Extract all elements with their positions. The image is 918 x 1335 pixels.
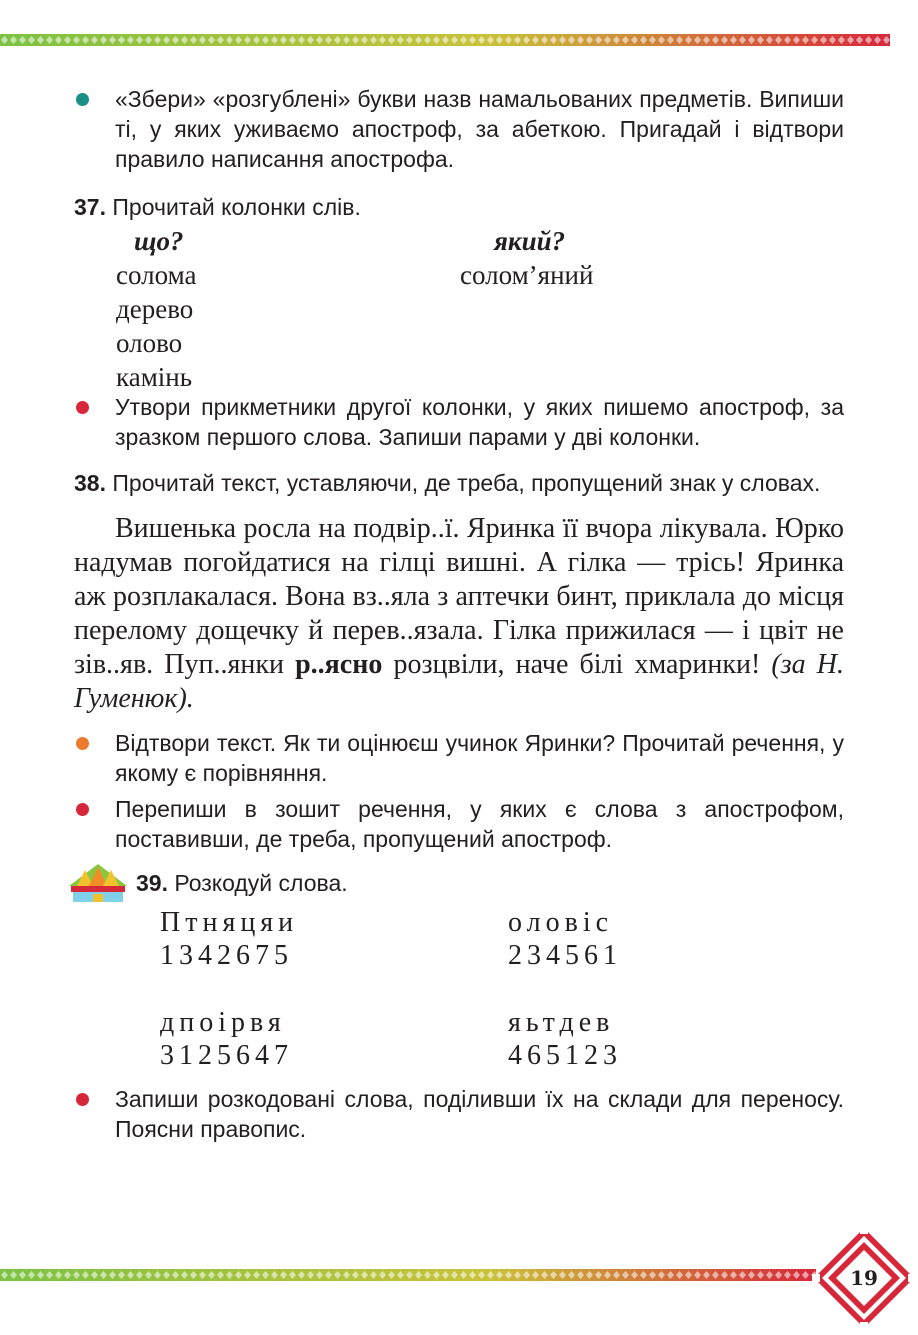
orange-bullet-icon	[76, 737, 89, 750]
exercise-37-task	[74, 392, 844, 452]
column-2-head: який?	[494, 226, 566, 256]
exercise-37-title	[74, 192, 844, 222]
code-puzzle	[160, 906, 298, 972]
exercise-38-task-1	[74, 728, 844, 788]
exercise-39-number: 39.	[136, 870, 168, 896]
word-columns	[74, 224, 844, 392]
code-digits: 1342675	[160, 940, 293, 971]
code-puzzle	[160, 1006, 293, 1072]
red-bullet-icon	[76, 1093, 89, 1106]
story-text	[74, 512, 844, 716]
intro-text: «Збери» «розгублені» букви назв намальованих предметів. Випиши ті, у яких уживаємо апостроф, за абеткою. Пригадай і відтвори правило написання апострофа.	[115, 86, 844, 172]
column-1	[116, 224, 196, 394]
column-word: дерево	[116, 294, 194, 324]
story-part-1: Вишенька росла на подвір..ї. Яринка її вчора лікувала. Юрко надумав погойдатися на гілці вишні. А гілка — трісь! Яринка аж розплакалася. Вона вз..яла з аптечки бинт, приклала до місця перелому дощечку й перев..язала. Гілка прижилася — і цвіт не зів..яв. Пуп..янки	[74, 513, 844, 680]
exercise-39-heading: Розкодуй слова.	[174, 870, 348, 896]
exercise-37-number: 37.	[74, 194, 106, 220]
top-ornament-border	[0, 34, 918, 46]
code-puzzle	[508, 1006, 622, 1072]
page-number: 19	[850, 1266, 878, 1290]
intro-task	[74, 84, 844, 174]
exercise-37-task-text: Утвори прикметники другої колонки, у яких пишемо апостроф, за зразком першого слова. Запиши парами у дві колонки.	[115, 394, 844, 450]
column-word: камінь	[116, 362, 193, 392]
exercise-38-task-1-text: Відтвори текст. Як ти оцінюєш учинок Яринки? Прочитай речення, у якому є порівняння.	[115, 730, 844, 786]
page-content	[74, 84, 844, 1144]
code-letters: оловіс	[508, 907, 614, 938]
story-author: (за Н. Гуменюк).	[74, 649, 844, 714]
exercise-39-title	[74, 868, 844, 898]
red-bullet-icon	[76, 803, 89, 816]
column-1-head: що?	[134, 226, 184, 256]
exercise-38-task-2	[74, 794, 844, 854]
code-puzzles	[74, 906, 844, 1082]
code-letters: яьтдев	[508, 1007, 615, 1038]
exercise-38-number: 38.	[74, 470, 106, 496]
column-word: олово	[116, 328, 183, 358]
exercise-38-title	[74, 468, 844, 498]
column-word: солома	[116, 260, 197, 290]
house-icon	[67, 862, 129, 902]
page-number-badge	[812, 1226, 916, 1330]
code-letters: Птняцяи	[160, 907, 299, 938]
column-2	[460, 224, 593, 292]
story-bold-word: р..ясно	[295, 649, 383, 680]
story-part-2: розцвіли, наче білі хмаринки!	[382, 649, 772, 680]
exercise-38-task-2-text: Перепиши в зошит речення, у яких є слова з апострофом, поставивши, де треба, пропущений апостроф.	[115, 796, 844, 852]
red-bullet-icon	[76, 401, 89, 414]
code-digits: 465123	[508, 1040, 622, 1071]
code-digits: 234561	[508, 940, 622, 971]
exercise-39-task	[74, 1084, 844, 1144]
code-puzzle	[508, 906, 622, 972]
column-word: солом’яний	[460, 260, 594, 290]
code-letters: дпоірвя	[160, 1007, 286, 1038]
exercise-38-heading: Прочитай текст, уставляючи, де треба, пропущений знак у словах.	[112, 470, 821, 496]
exercise-37-heading: Прочитай колонки слів.	[112, 194, 361, 220]
exercise-39-task-text: Запиши розкодовані слова, поділивши їх на склади для переносу. Поясни правопис.	[115, 1086, 844, 1142]
teal-bullet-icon	[76, 93, 89, 106]
bottom-ornament-border	[0, 1269, 918, 1281]
code-digits: 3125647	[160, 1040, 293, 1071]
